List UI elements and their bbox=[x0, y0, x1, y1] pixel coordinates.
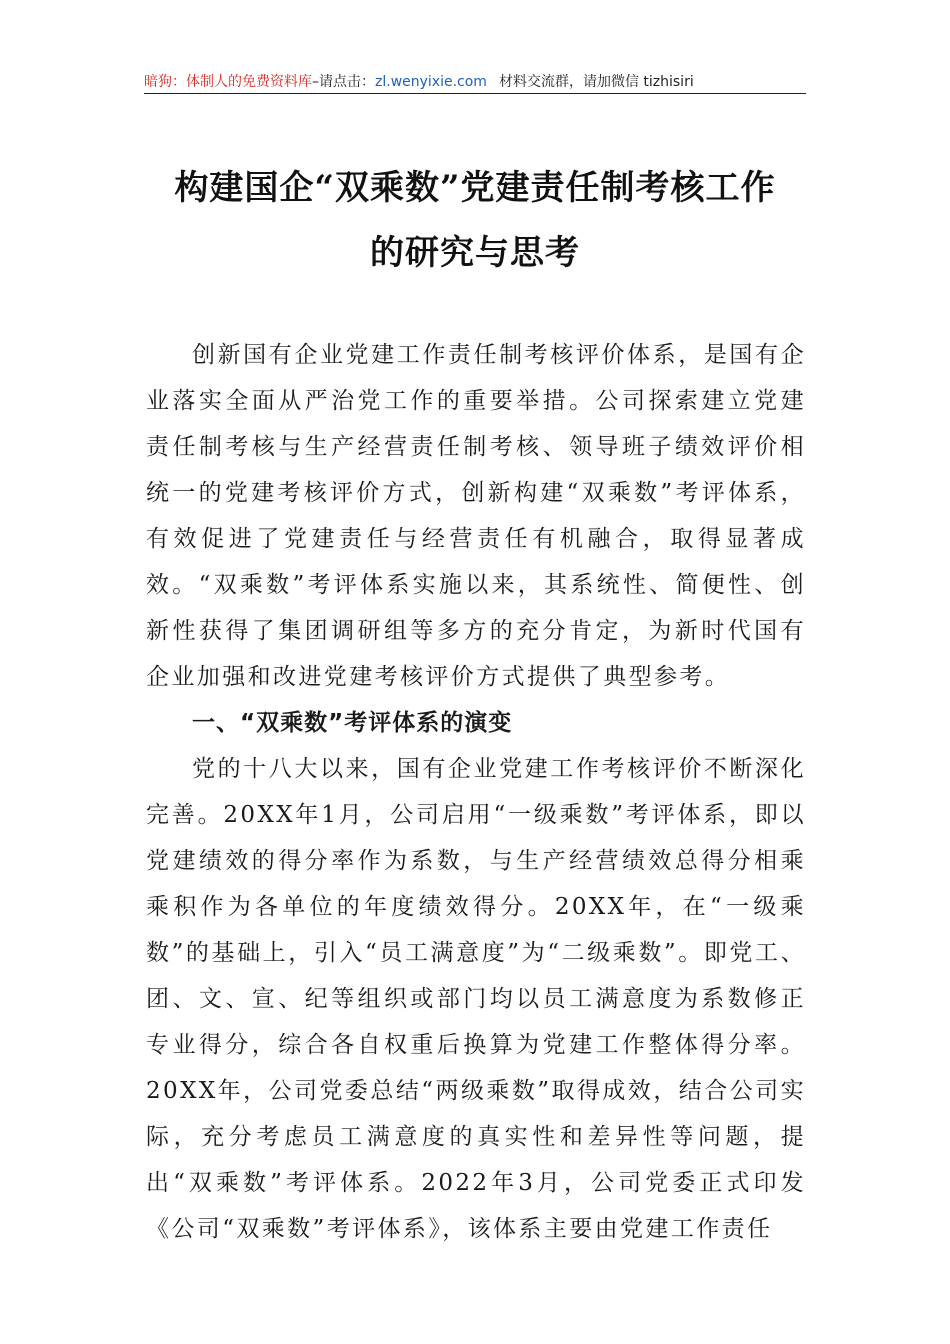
header-url-link[interactable]: zl.wenyixie.com bbox=[375, 73, 487, 90]
section-paragraph: 党的十八大以来，国有企业党建工作考核评价不断深化完善。20XX年1月，公司启用“一级乘数”考评体系，即以党建绩效的得分率作为系数，与生产经营绩效总得分相乘乘积作为各单位的年度绩效得分。20XX年，在“一级乘数”的基础上，引入“员工满意度”为“二级乘数”。即党工、团、文、宣、纪等组织或部门均以员工满意度为系数修正专业得分，综合各自权重后换算为党建工作整体得分率。20XX年，公司党委总结“两级乘数”取得成效，结合公司实际，充分考虑员工满意度的真实性和差异性等问题，提出“双乘数”考评体系。2022年3月，公司党委正式印发《公司“双乘数”考评体系》，该体系主要由党建工作责任 bbox=[146, 756, 806, 1242]
header-site-name: 暗狗：体制人的免费资料库 bbox=[144, 73, 312, 90]
page-header bbox=[144, 70, 806, 94]
intro-paragraph: 创新国有企业党建工作责任制考核评价体系，是国有企业落实全面从严治党工作的重要举措。公司探索建立党建责任制考核与生产经营责任制考核、领导班子绩效评价相统一的党建考核评价方式，创新构建“双乘数”考评体系，有效促进了党建责任与经营责任有机融合，取得显著成效。“双乘数”考评体系实施以来，其系统性、简便性、创新性获得了集团调研组等多方的充分肯定，为新时代国有企业加强和改进党建考核评价方式提供了典型参考。 bbox=[146, 342, 806, 690]
header-click-prompt: –请点击： bbox=[312, 73, 375, 90]
header-contact: 材料交流群，请加微信 tizhisiri bbox=[498, 73, 694, 90]
section-heading: 一、“双乘数”考评体系的演变 bbox=[192, 710, 513, 736]
document-body bbox=[146, 332, 806, 1252]
document-title-line-1: 构建国企“双乘数”党建责任制考核工作 bbox=[174, 168, 776, 208]
document-title-line-2: 的研究与思考 bbox=[370, 233, 580, 273]
